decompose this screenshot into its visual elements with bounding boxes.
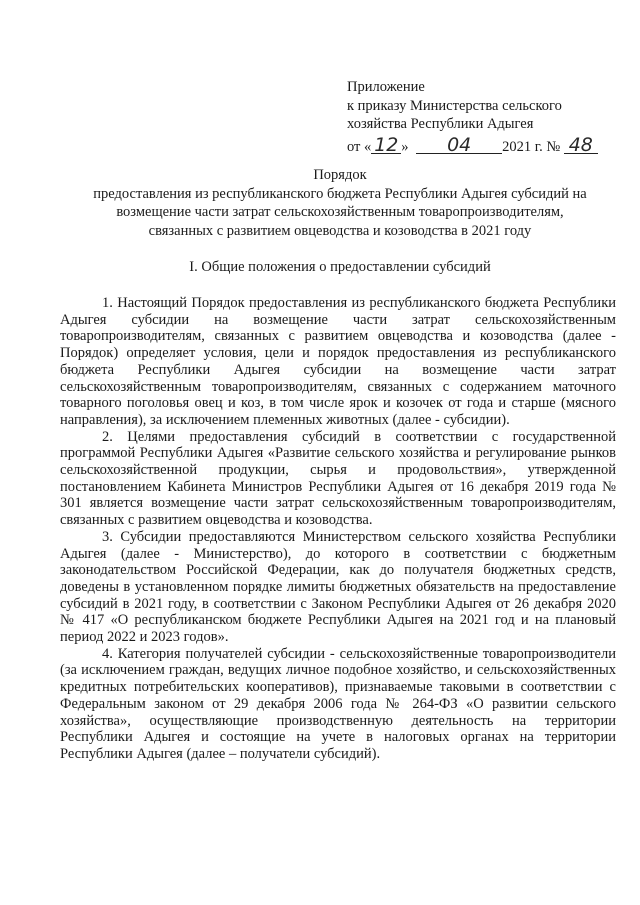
date-prefix: от «: [347, 138, 372, 155]
appendix-order-line: к приказу Министерства сельского: [347, 97, 562, 114]
paragraph-2: 2. Целями предоставления субсидий в соответствии с государственной программой Республики Адыгея «Развитие сельского хозяйства и регулирование рынков сельскохозяйственной продукции, сырья и продовольствия», утвержденной постановлением Кабинета Министров Республики Адыгея от 16 декабря 2019 года № 301 является возмещение части затрат сельскохозяйственным товаропроизводителям, связанных с развитием овцеводства и козоводства.: [60, 428, 616, 529]
date-year: 2021 г. №: [502, 138, 561, 155]
title-line-1: предоставления из республиканского бюджета Республики Адыгея субсидий на: [93, 185, 587, 202]
document-body: [60, 295, 616, 763]
appendix-date-line: [347, 133, 627, 157]
appendix-label: Приложение: [347, 79, 425, 95]
title-line-3: связанных с развитием овцеводства и козоводства в 2021 году: [148, 222, 532, 239]
appendix-header: [347, 78, 627, 156]
appendix-ministry-line: хозяйства Республики Адыгея: [347, 116, 534, 132]
section-heading: I. Общие положения о предоставлении субсидий: [189, 259, 491, 275]
paragraph-3: 3. Субсидии предоставляются Министерством сельского хозяйства Республики Адыгея (далее - Министерство), до которого в соответствии с бюджетным законодательством Российской Федерации, как до получателя бюджетных средств, доведены в установленном порядке лимиты бюджетных обязательств на предоставление субсидий в 2021 году, в соответствии с Законом Республики Адыгея от 26 декабря 2020 № 417 «О республиканском бюджете Республики Адыгея на 2021 год и на плановый период 2022 и 2023 годов».: [60, 528, 616, 646]
title-line-2: возмещение части затрат сельскохозяйственным товаропроизводителям,: [116, 204, 564, 220]
date-quote: »: [401, 138, 409, 155]
paragraph-4: 4. Категория получателей субсидии - сельскохозяйственные товаропроизводители (за исключением граждан, ведущих личное подобное хозяйство, и сельскохозяйственных кредитных потребительских кооперативов), признаваемые таковыми в соответствии с Федеральным законом от 29 декабря 2006 года № 264-ФЗ «О развитии сельского хозяйства», осуществляющие производственную деятельность на территории Республики Адыгея и состоящие на учете в налоговых органах на территории Республики Адыгея (далее – получатели субсидий).: [60, 645, 616, 762]
title-heading: Порядок: [313, 167, 367, 183]
handwritten-number: 48: [564, 137, 598, 154]
handwritten-day: 12: [371, 137, 401, 154]
paragraph-1: 1. Настоящий Порядок предоставления из республиканского бюджета Республики Адыгея субсидии на возмещение части затрат сельскохозяйственным товаропроизводителям, связанных с развитием овцеводства и козоводства (далее - Порядок) определяет условия, цели и порядок предоставления из республиканского бюджета Республики Адыгея субсидии на возмещение части затрат сельскохозяйственным товаропроизводителям, связанных с содержанием маточного товарного поголовья овец и коз, в том числе ярок и козочек от года и старше (мясного направления), за исключением племенных животных (далее - субсидии).: [60, 295, 616, 428]
document-title: [60, 166, 620, 240]
handwritten-month: 04: [416, 137, 502, 154]
